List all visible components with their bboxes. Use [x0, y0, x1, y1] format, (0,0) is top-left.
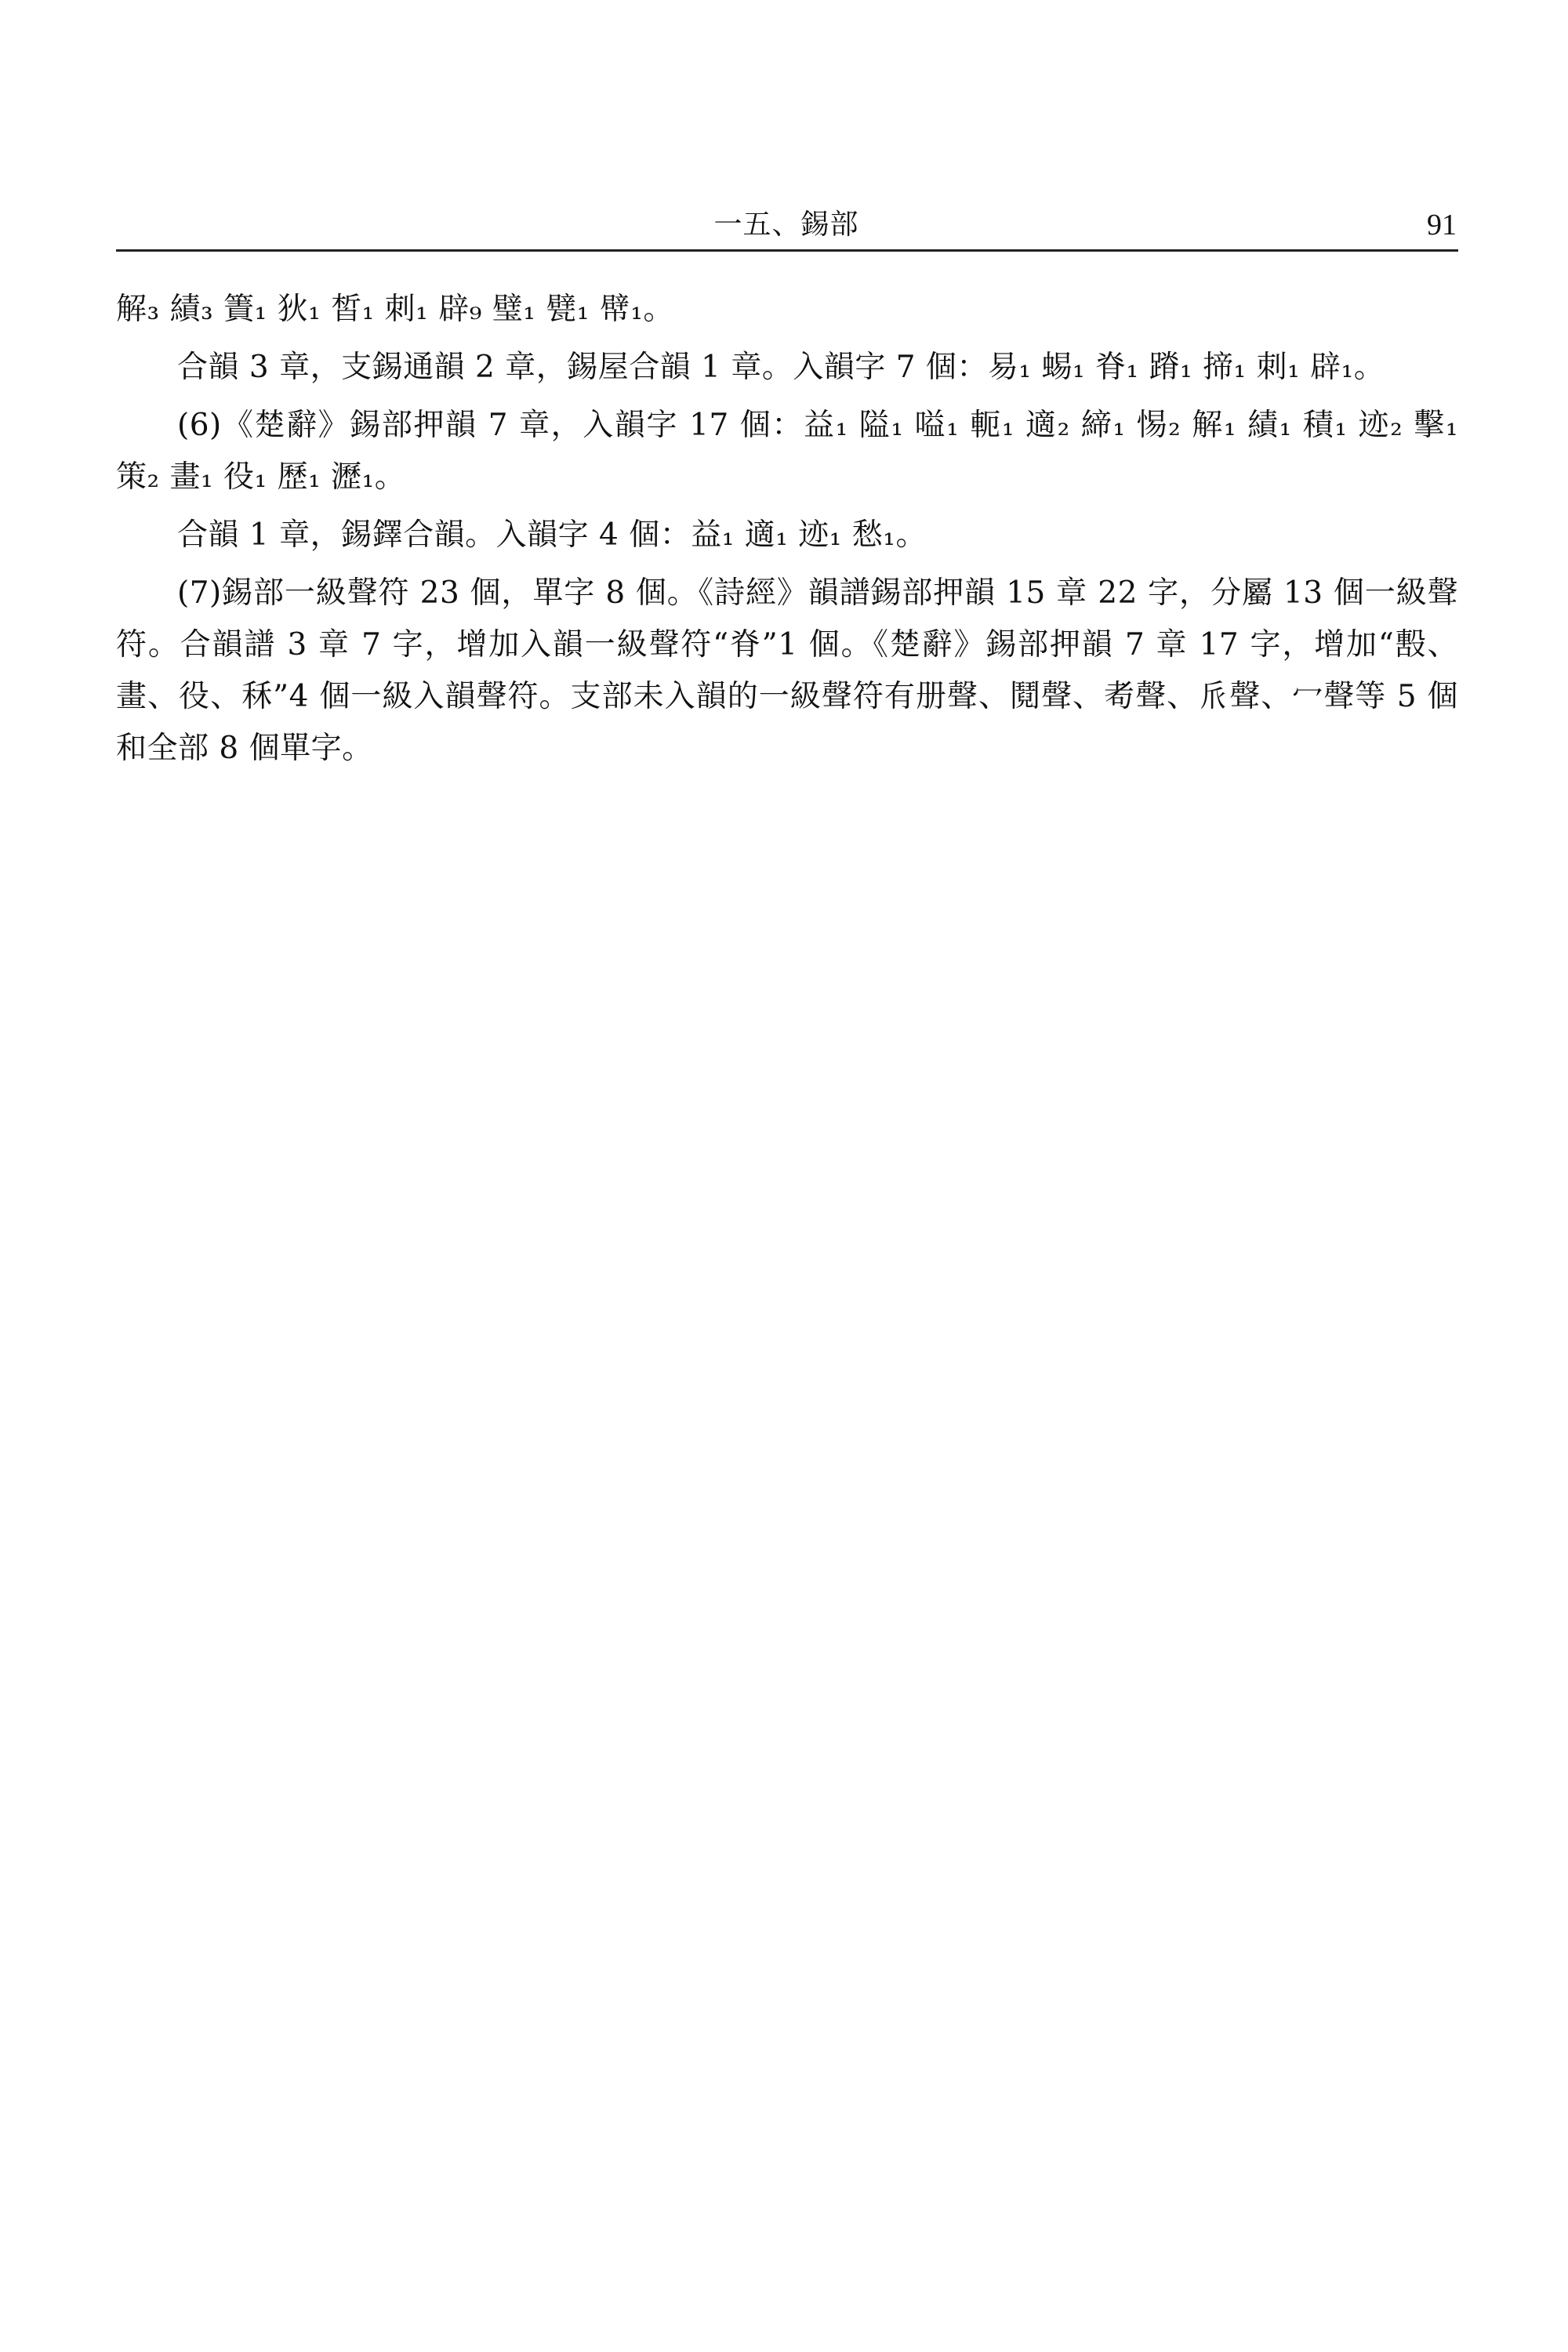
header-rule [116, 249, 1458, 252]
paragraph-combined-rhymes-chuci: 合韻 1 章，錫鐸合韻。入韻字 4 個：益₁ 適₁ 迹₁ 愁₁。 [177, 517, 927, 553]
page-number: 91 [1427, 209, 1457, 241]
paragraph-phonetic-summary: (7)錫部一級聲符 23 個，單字 8 個。《詩經》韻譜錫部押韻 15 章 22 字，分屬 13 個一級聲符。合韻譜 3 章 7 字，增加入韻一級聲符“脊”1 個。《楚辭》錫部押韻 7 章 17 字，增加“毄、畫、役、秝”4 個一級入韻聲符。支部未入韻的一級聲符有册聲、鬩聲、耇聲、𠂢聲、冖聲等 5 個和全部 8 個單字。 [116, 575, 1458, 766]
paragraph-combined-rhymes-shijing: 合韻 3 章，支錫通韻 2 章，錫屋合韻 1 章。入韻字 7 個：易₁ 蜴₁ 脊₁ 蹐₁ 揥₁ 刺₁ 辟₁。 [177, 350, 1385, 385]
paragraph-chuci-rhymes: (6)《楚辭》錫部押韻 7 章，入韻字 17 個：益₁ 隘₁ 嗌₁ 軛₁ 適₂ 締₁ 惕₂ 解₁ 績₁ 積₁ 迹₂ 擊₁ 策₂ 畫₁ 役₁ 歷₁ 瀝₁。 [116, 408, 1458, 495]
paragraph-rhyme-list-continuation: 解₃ 績₃ 簀₁ 狄₁ 皙₁ 刺₁ 辟₉ 璧₁ 甓₁ 幦₁。 [116, 292, 674, 327]
running-head [116, 205, 1457, 245]
running-title: 一五、錫部 [713, 209, 859, 241]
body-text [116, 284, 1458, 781]
